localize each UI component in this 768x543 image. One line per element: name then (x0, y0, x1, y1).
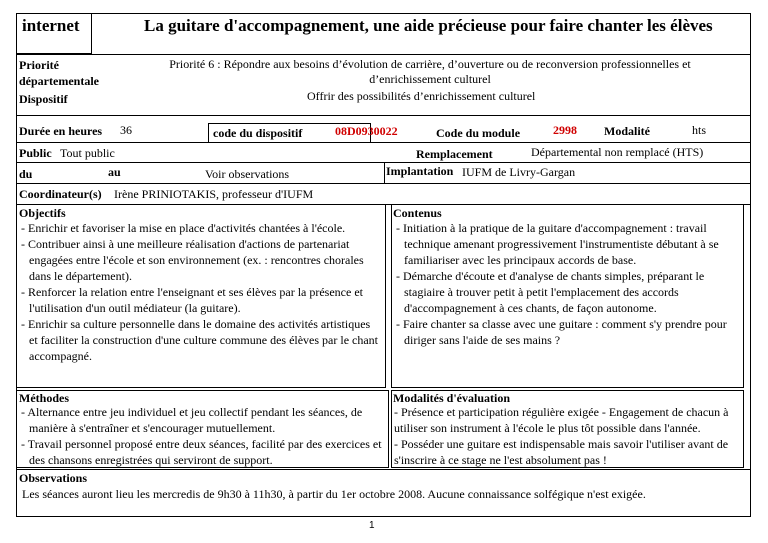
duree-label: Durée en heures (19, 124, 103, 138)
code-module-value: 2998 (553, 123, 577, 137)
page-number: 1 (369, 520, 375, 531)
page-title: La guitare d'accompagnement, une aide précieuse pour faire chanter les élèves (144, 16, 713, 35)
duree-divider (16, 142, 751, 143)
observations-text: Les séances auront lieu les mercredis de 9h30 à 11h30, à partir du 1er octobre 2008. Aucune connaissance solfégique n'est exigée. (22, 487, 646, 501)
dates-divider (16, 183, 751, 184)
dates-value: Voir observations (205, 167, 290, 181)
methodes-title: Méthodes (19, 391, 69, 405)
duree-value: 36 (120, 123, 132, 137)
observations-divider (16, 469, 751, 470)
list-item: - Enrichir et favoriser la mise en place d'activités chantées à l'école. (21, 221, 346, 235)
dispositif-value: Offrir des possibilités d’enrichissement culturel (307, 89, 536, 103)
observations-title: Observations (19, 471, 88, 485)
contenus-title: Contenus (393, 206, 442, 220)
code-dispositif-label: code du dispositif (213, 126, 303, 140)
code-module-label: Code du module (436, 126, 521, 140)
coordinateur-value: Irène PRINIOTAKIS, professeur d'IUFM (114, 187, 314, 201)
header-tag: internet (22, 16, 80, 35)
implantation-label: Implantation (386, 164, 454, 178)
public-label: Public (19, 146, 52, 160)
list-item: - Démarche d'écoute et d'analyse de chants simples, préparant le stagiaire à trouver petit à petit l'emplacement des accords d'accompagnement à ces chants, de façon autonome. (396, 269, 705, 315)
list-item: - Alternance entre jeu individuel et jeu collectif pendant les séances, de manière à s'entraîner et s'encourager mutuellement. (21, 405, 363, 435)
evaluation-title: Modalités d'évaluation (393, 391, 511, 405)
du-label: du (19, 167, 33, 181)
modalite-label: Modalité (604, 124, 650, 138)
remplacement-value: Départemental non remplacé (HTS) (531, 145, 704, 159)
methodes-list (19, 404, 387, 468)
list-item: - Faire chanter sa classe avec une guitare : comment s'y prendre pour diriger sans l'aide de ses mains ? (396, 317, 727, 347)
objectifs-title: Objectifs (19, 206, 66, 220)
list-item: - Posséder une guitare est indispensable mais savoir l'utiliser avant de s'inscrire à ce stage ne l'est absolument pas ! (394, 437, 729, 467)
list-item: - Contribuer ainsi à une meilleure réalisation d'actions de partenariat engagées entre l'école et son environnement (ex. : rencontres chorales dans le département). (21, 237, 364, 283)
implantation-value: IUFM de Livry-Gargan (462, 165, 576, 179)
remplacement-label: Remplacement (416, 147, 493, 161)
objectifs-list (19, 220, 379, 364)
dispositif-label: Dispositif (19, 92, 68, 106)
list-item: - Travail personnel proposé entre deux séances, facilité par des exercices et des chansons enregistrées qui serviront de support. (21, 437, 382, 467)
au-label: au (108, 165, 121, 179)
header-divider (16, 54, 751, 55)
public-value: Tout public (60, 146, 115, 160)
modalite-value: hts (692, 123, 707, 137)
contenus-list (394, 220, 740, 348)
coordinateur-label: Coordinateur(s) (19, 187, 102, 201)
evaluation-list (394, 404, 740, 468)
priorite-value: Priorité 6 : Répondre aux besoins d’évolution de carrière, d’ouverture ou de reconversion professionnelles et d’enrichissement culturel (169, 57, 691, 86)
implantation-divider (384, 162, 385, 183)
list-item: - Renforcer la relation entre l'enseignant et ses élèves par la présence et l'utilisation d'un outil médiateur (la guitare). (21, 285, 363, 315)
priorite-label: Priorité départementale (19, 58, 99, 88)
list-item: - Présence et participation régulière exigée - Engagement de chacun à utiliser son instrument à l'école le plus tôt possible dans l'année. (394, 405, 729, 435)
list-item: - Initiation à la pratique de la guitare d'accompagnement : travail technique amenant progressivement l'instrumentiste débutant à se familiariser avec les principaux accords de base. (396, 221, 719, 267)
dispositif-divider (16, 115, 751, 116)
list-item: - Enrichir sa culture personnelle dans le domaine des activités artistiques et faciliter la construction d'une culture commune des élèves par le chant accompagné. (21, 317, 379, 363)
code-dispositif-value: 08D0930022 (335, 124, 398, 138)
